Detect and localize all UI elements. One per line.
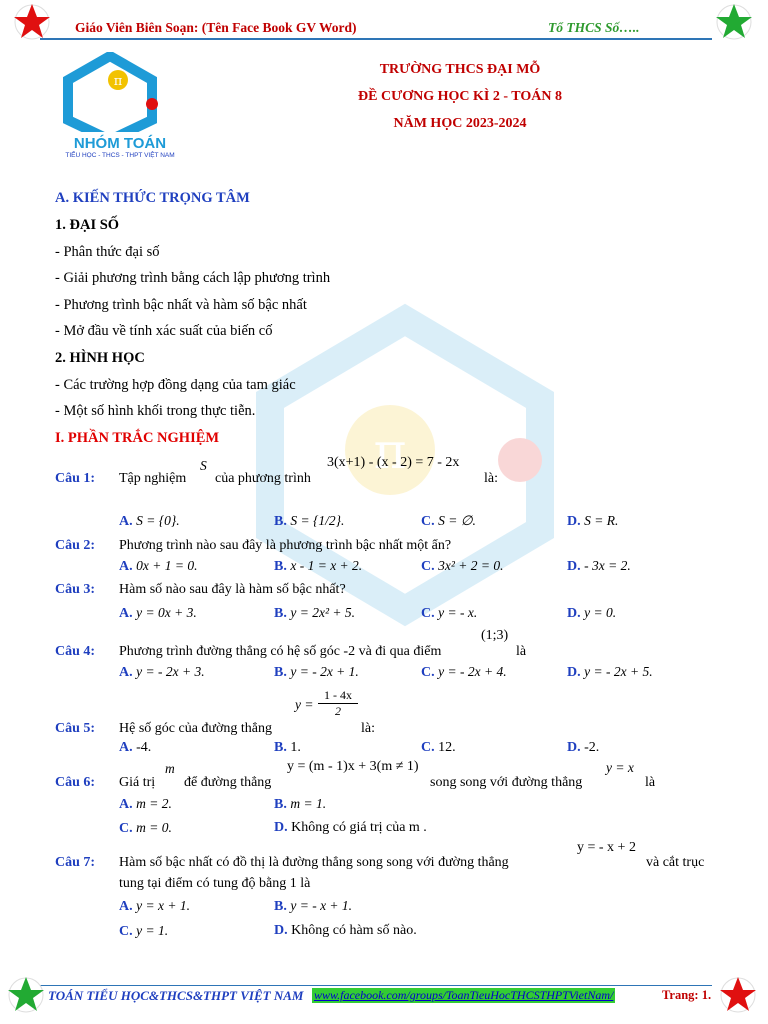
- q6-option-b[interactable]: B. m = 1.: [274, 796, 327, 812]
- question-6-text3: song song với đường thẳng: [430, 775, 583, 790]
- q6-equation2: y = x: [606, 760, 634, 775]
- q4-point: (1;3): [481, 628, 509, 643]
- q4-option-b[interactable]: B. y = - 2x + 1.: [274, 664, 359, 680]
- q4-option-d[interactable]: D. y = - 2x + 5.: [567, 664, 653, 680]
- question-4-text3: là: [516, 644, 527, 659]
- header-author: Giáo Viên Biên Soạn: (Tên Face Book GV Word): [75, 20, 357, 35]
- q1-option-a[interactable]: A. S = {0}.: [119, 513, 180, 529]
- question-7-text3: và cắt trục: [646, 855, 705, 870]
- q5-fraction: [318, 688, 358, 719]
- school-title: TRƯỜNG THCS ĐẠI MỖ: [379, 62, 541, 77]
- bullet-item: - Phương trình bậc nhất và hàm số bậc nhất: [55, 297, 307, 313]
- question-5-text3: là:: [361, 721, 375, 736]
- footer-facebook-link[interactable]: www.facebook.com/groups/ToanTieuHocTHCSTHPTVietNam/: [314, 988, 614, 1002]
- question-7-line2: tung tại điểm có tung độ bằng 1 là: [119, 876, 311, 891]
- question-4-label: Câu 4:: [55, 644, 96, 659]
- bullet-item: - Các trường hợp đồng dạng của tam giác: [55, 377, 296, 393]
- algebra-heading: 1. ĐẠI SỐ: [55, 217, 120, 233]
- geometry-heading: 2. HÌNH HỌC: [55, 350, 145, 366]
- svg-text:π: π: [113, 74, 123, 89]
- q2-option-a[interactable]: A. 0x + 1 = 0.: [119, 558, 198, 574]
- question-4-text: Phương trình đường thẳng có hệ số góc -2 và đi qua điểm: [119, 644, 442, 659]
- q1-option-c[interactable]: C. S = ∅.: [421, 513, 476, 529]
- q6-equation: y = (m - 1)x + 3(m ≠ 1): [287, 759, 419, 774]
- question-6-text4: là: [645, 775, 656, 790]
- q6-option-d[interactable]: D. Không có giá trị của m .: [274, 820, 427, 835]
- page-number: Trang: 1.: [662, 988, 712, 1002]
- question-5-text: Hệ số góc của đường thẳng: [119, 721, 273, 736]
- question-1-text3: là:: [484, 471, 498, 486]
- q1-option-d[interactable]: D. S = R.: [567, 513, 619, 529]
- q5-option-d[interactable]: D. -2.: [567, 740, 600, 755]
- section-a-heading: A. KIẾN THỨC TRỌNG TÂM: [55, 190, 250, 206]
- q2-option-d[interactable]: D. - 3x = 2.: [567, 558, 631, 574]
- q4-option-c[interactable]: C. y = - 2x + 4.: [421, 664, 507, 680]
- q2-option-c[interactable]: C. 3x² + 2 = 0.: [421, 558, 504, 574]
- star-icon-top-left: [12, 2, 52, 40]
- question-6-text: Giá trị: [119, 775, 156, 790]
- q7-option-d[interactable]: D. Không có hàm số nào.: [274, 923, 417, 938]
- question-1-text: Tập nghiệm: [119, 471, 187, 486]
- part1-heading: I. PHẦN TRẮC NGHIỆM: [55, 430, 220, 446]
- q7-equation: y = - x + 2: [577, 840, 636, 855]
- logo: [60, 52, 180, 158]
- q7-option-b[interactable]: B. y = - x + 1.: [274, 898, 353, 914]
- q6-var: m: [165, 761, 175, 776]
- svg-text:π: π: [373, 422, 407, 480]
- question-6-label: Câu 6:: [55, 775, 96, 790]
- star-icon-bottom-right: [718, 975, 758, 1015]
- q5-denominator: 2: [335, 704, 341, 718]
- footer-divider: [40, 985, 712, 986]
- question-1-text2: của phương trình: [215, 471, 311, 486]
- logo-tagline: TIỂU HỌC - THCS - THPT VIỆT NAM: [65, 152, 175, 159]
- q3-option-a[interactable]: A. y = 0x + 3.: [119, 605, 197, 621]
- q3-option-b[interactable]: B. y = 2x² + 5.: [274, 605, 355, 621]
- header-divider: [40, 38, 712, 40]
- doc-title: ĐỀ CƯƠNG HỌC KÌ 2 - TOÁN 8: [358, 89, 562, 104]
- star-icon-bottom-left: [6, 975, 46, 1015]
- q1-var: S: [200, 458, 207, 473]
- q2-option-b[interactable]: B. x - 1 = x + 2.: [274, 558, 363, 574]
- q6-option-c[interactable]: C. m = 0.: [119, 820, 172, 836]
- q4-option-a[interactable]: A. y = - 2x + 3.: [119, 664, 205, 680]
- q1-equation: 3(x+1) - (x - 2) = 7 - 2x: [327, 455, 460, 470]
- question-7-text: Hàm số bậc nhất có đồ thị là đường thẳng song song với đường thẳng: [119, 855, 509, 870]
- q5-numerator: 1 - 4x: [318, 688, 358, 704]
- bullet-item: - Một số hình khối trong thực tiễn.: [55, 403, 256, 419]
- q5-option-c[interactable]: C. 12.: [421, 740, 456, 755]
- question-1-label: Câu 1:: [55, 471, 96, 486]
- q5-option-a[interactable]: A. -4.: [119, 740, 152, 755]
- question-3-text: Hàm số nào sau đây là hàm số bậc nhất?: [119, 582, 346, 597]
- q5-y: y =: [295, 697, 314, 712]
- question-7-label: Câu 7:: [55, 855, 96, 870]
- q5-option-b[interactable]: B. 1.: [274, 740, 301, 755]
- q3-option-c[interactable]: C. y = - x.: [421, 605, 478, 621]
- logo-emblem-icon: [60, 52, 180, 132]
- q7-option-c[interactable]: C. y = 1.: [119, 923, 169, 939]
- q6-option-a[interactable]: A. m = 2.: [119, 796, 172, 812]
- question-5-label: Câu 5:: [55, 721, 96, 736]
- bullet-item: - Phân thức đại số: [55, 244, 160, 260]
- q7-option-a[interactable]: A. y = x + 1.: [119, 898, 190, 914]
- logo-title: NHÓM TOÁN: [73, 135, 167, 152]
- q1-option-b[interactable]: B. S = {1/2}.: [274, 513, 345, 529]
- q3-option-d[interactable]: D. y = 0.: [567, 605, 617, 621]
- bullet-item: - Giải phương trình bằng cách lập phương trình: [55, 270, 331, 286]
- star-icon-top-right: [714, 2, 754, 40]
- question-2-label: Câu 2:: [55, 538, 96, 553]
- question-6-text2: để đường thẳng: [184, 775, 272, 790]
- question-3-label: Câu 3:: [55, 582, 96, 597]
- question-2-text: Phương trình nào sau đây là phương trình bậc nhất một ẩn?: [119, 538, 452, 553]
- year-title: NĂM HỌC 2023-2024: [393, 116, 527, 131]
- footer-brand: TOÁN TIỂU HỌC&THCS&THPT VIỆT NAM: [48, 988, 304, 1003]
- header-group: Tổ THCS Số…..: [548, 20, 640, 35]
- bullet-item: - Mở đầu về tính xác suất của biến cố: [55, 323, 273, 339]
